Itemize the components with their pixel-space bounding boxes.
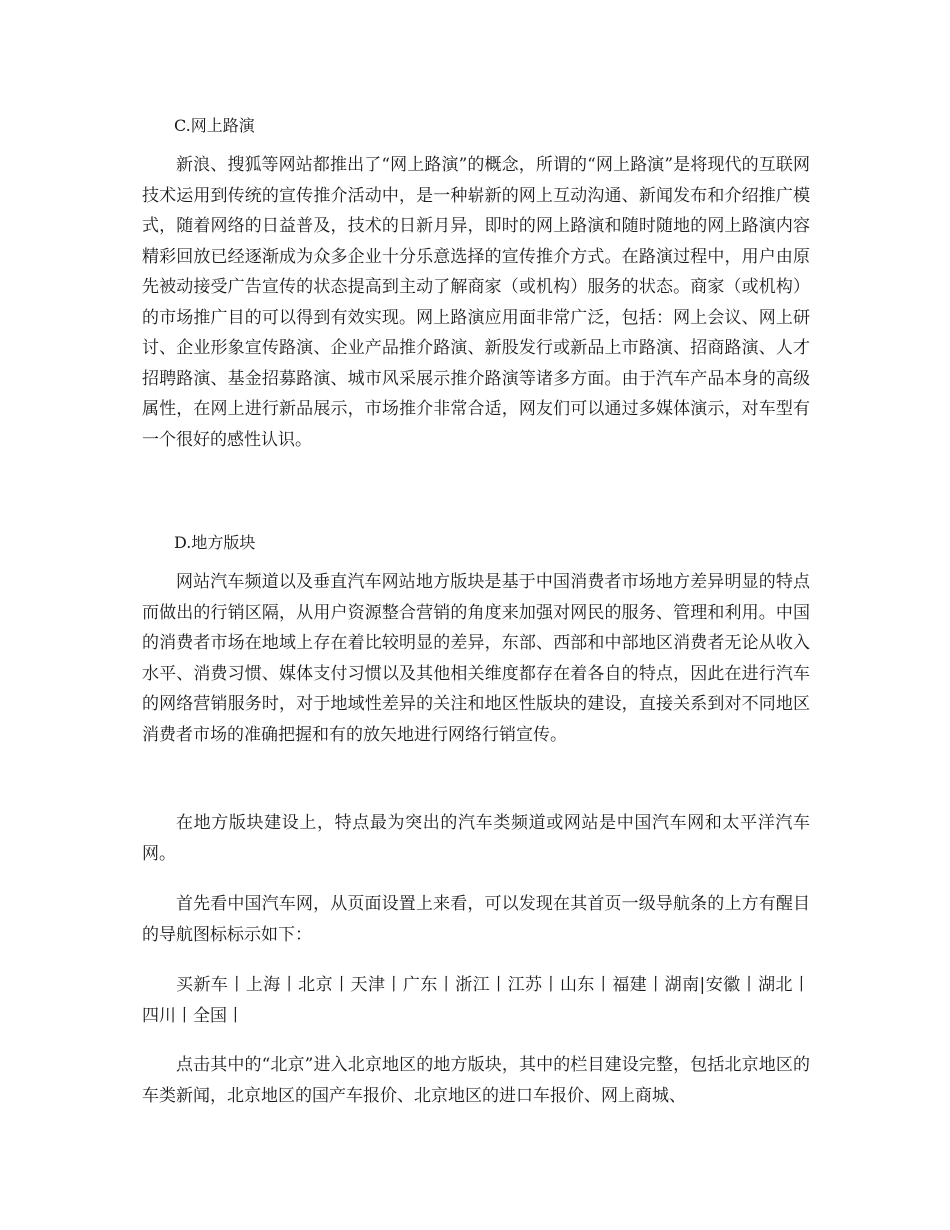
paragraph-beijing-section: 点击其中的“北京”进入北京地区的地方版块，其中的栏目建设完整，包括北京地区的车类新闻，北京地区的国产车报价、北京地区的进口车报价、网上商城、 <box>142 1055 810 1106</box>
paragraph-regional-sections: 网站汽车频道以及垂直汽车网站地方版块是基于中国消费者市场地方差异明显的特点而做出的行销区隔，从用户资源整合营销的角度来加强对网民的服务、管理和利用。中国的消费者市场在地域上存在着比较明显的差异，东部、西部和中部地区消费者无论从收入水平、消费习惯、媒体支付习惯以及其他相关维度都存在着各自的特点，因此在进行汽车的网络营销服务时，对于地域性差异的关注和地区性版块的建设，直接关系到对不同地区消费者市场的准确把握和有的放矢地进行网络行销宣传。 <box>142 572 810 745</box>
region-navigation-list: 买新车丨上海丨北京丨天津丨广东丨浙江丨江苏丨山东丨福建丨湖南|安徽丨湖北丨四川丨全国丨 <box>142 975 810 1026</box>
section-heading-d: D.地方版块 <box>174 533 256 552</box>
section-c-body <box>142 150 810 455</box>
paragraph-online-roadshow: 新浪、搜狐等网站都推出了“网上路演”的概念，所谓的“网上路演”是将现代的互联网技术运用到传统的宣传推介活动中，是一种崭新的网上互动沟通、新闻发布和介绍推广模式，随着网络的日益普及，技术的日新月异，即时的网上路演和随时随地的网上路演内容精彩回放已经逐渐成为众多企业十分乐意选择的宣传推介方式。在路演过程中，用户由原先被动接受广告宣传的状态提高到主动了解商家（或机构）服务的状态。商家（或机构）的市场推广目的可以得到有效实现。网上路演应用面非常广泛，包括：网上会议、网上研讨、企业形象宣传路演、企业产品推介路演、新股发行或新品上市路演、招商路演、人才招聘路演、基金招募路演、城市风采展示推介路演等诸多方面。由于汽车产品本身的高级属性，在网上进行新品展示，市场推介非常合适，网友们可以通过多媒体演示，对车型有一个很好的感性认识。 <box>142 155 810 450</box>
paragraph-china-auto-net: 首先看中国汽车网，从页面设置上来看，可以发现在其首页一级导航条的上方有醒目的导航图标标示如下： <box>142 894 810 945</box>
section-d-body-2 <box>142 808 810 869</box>
section-d-body-4 <box>142 1050 810 1111</box>
paragraph-featured-sites: 在地方版块建设上，特点最为突出的汽车类频道或网站是中国汽车网和太平洋汽车网。 <box>142 813 810 864</box>
section-d-body-1 <box>142 567 810 750</box>
section-d-body-3 <box>142 889 810 950</box>
section-d-nav-list <box>142 970 810 1031</box>
section-heading-c: C.网上路演 <box>174 116 255 135</box>
